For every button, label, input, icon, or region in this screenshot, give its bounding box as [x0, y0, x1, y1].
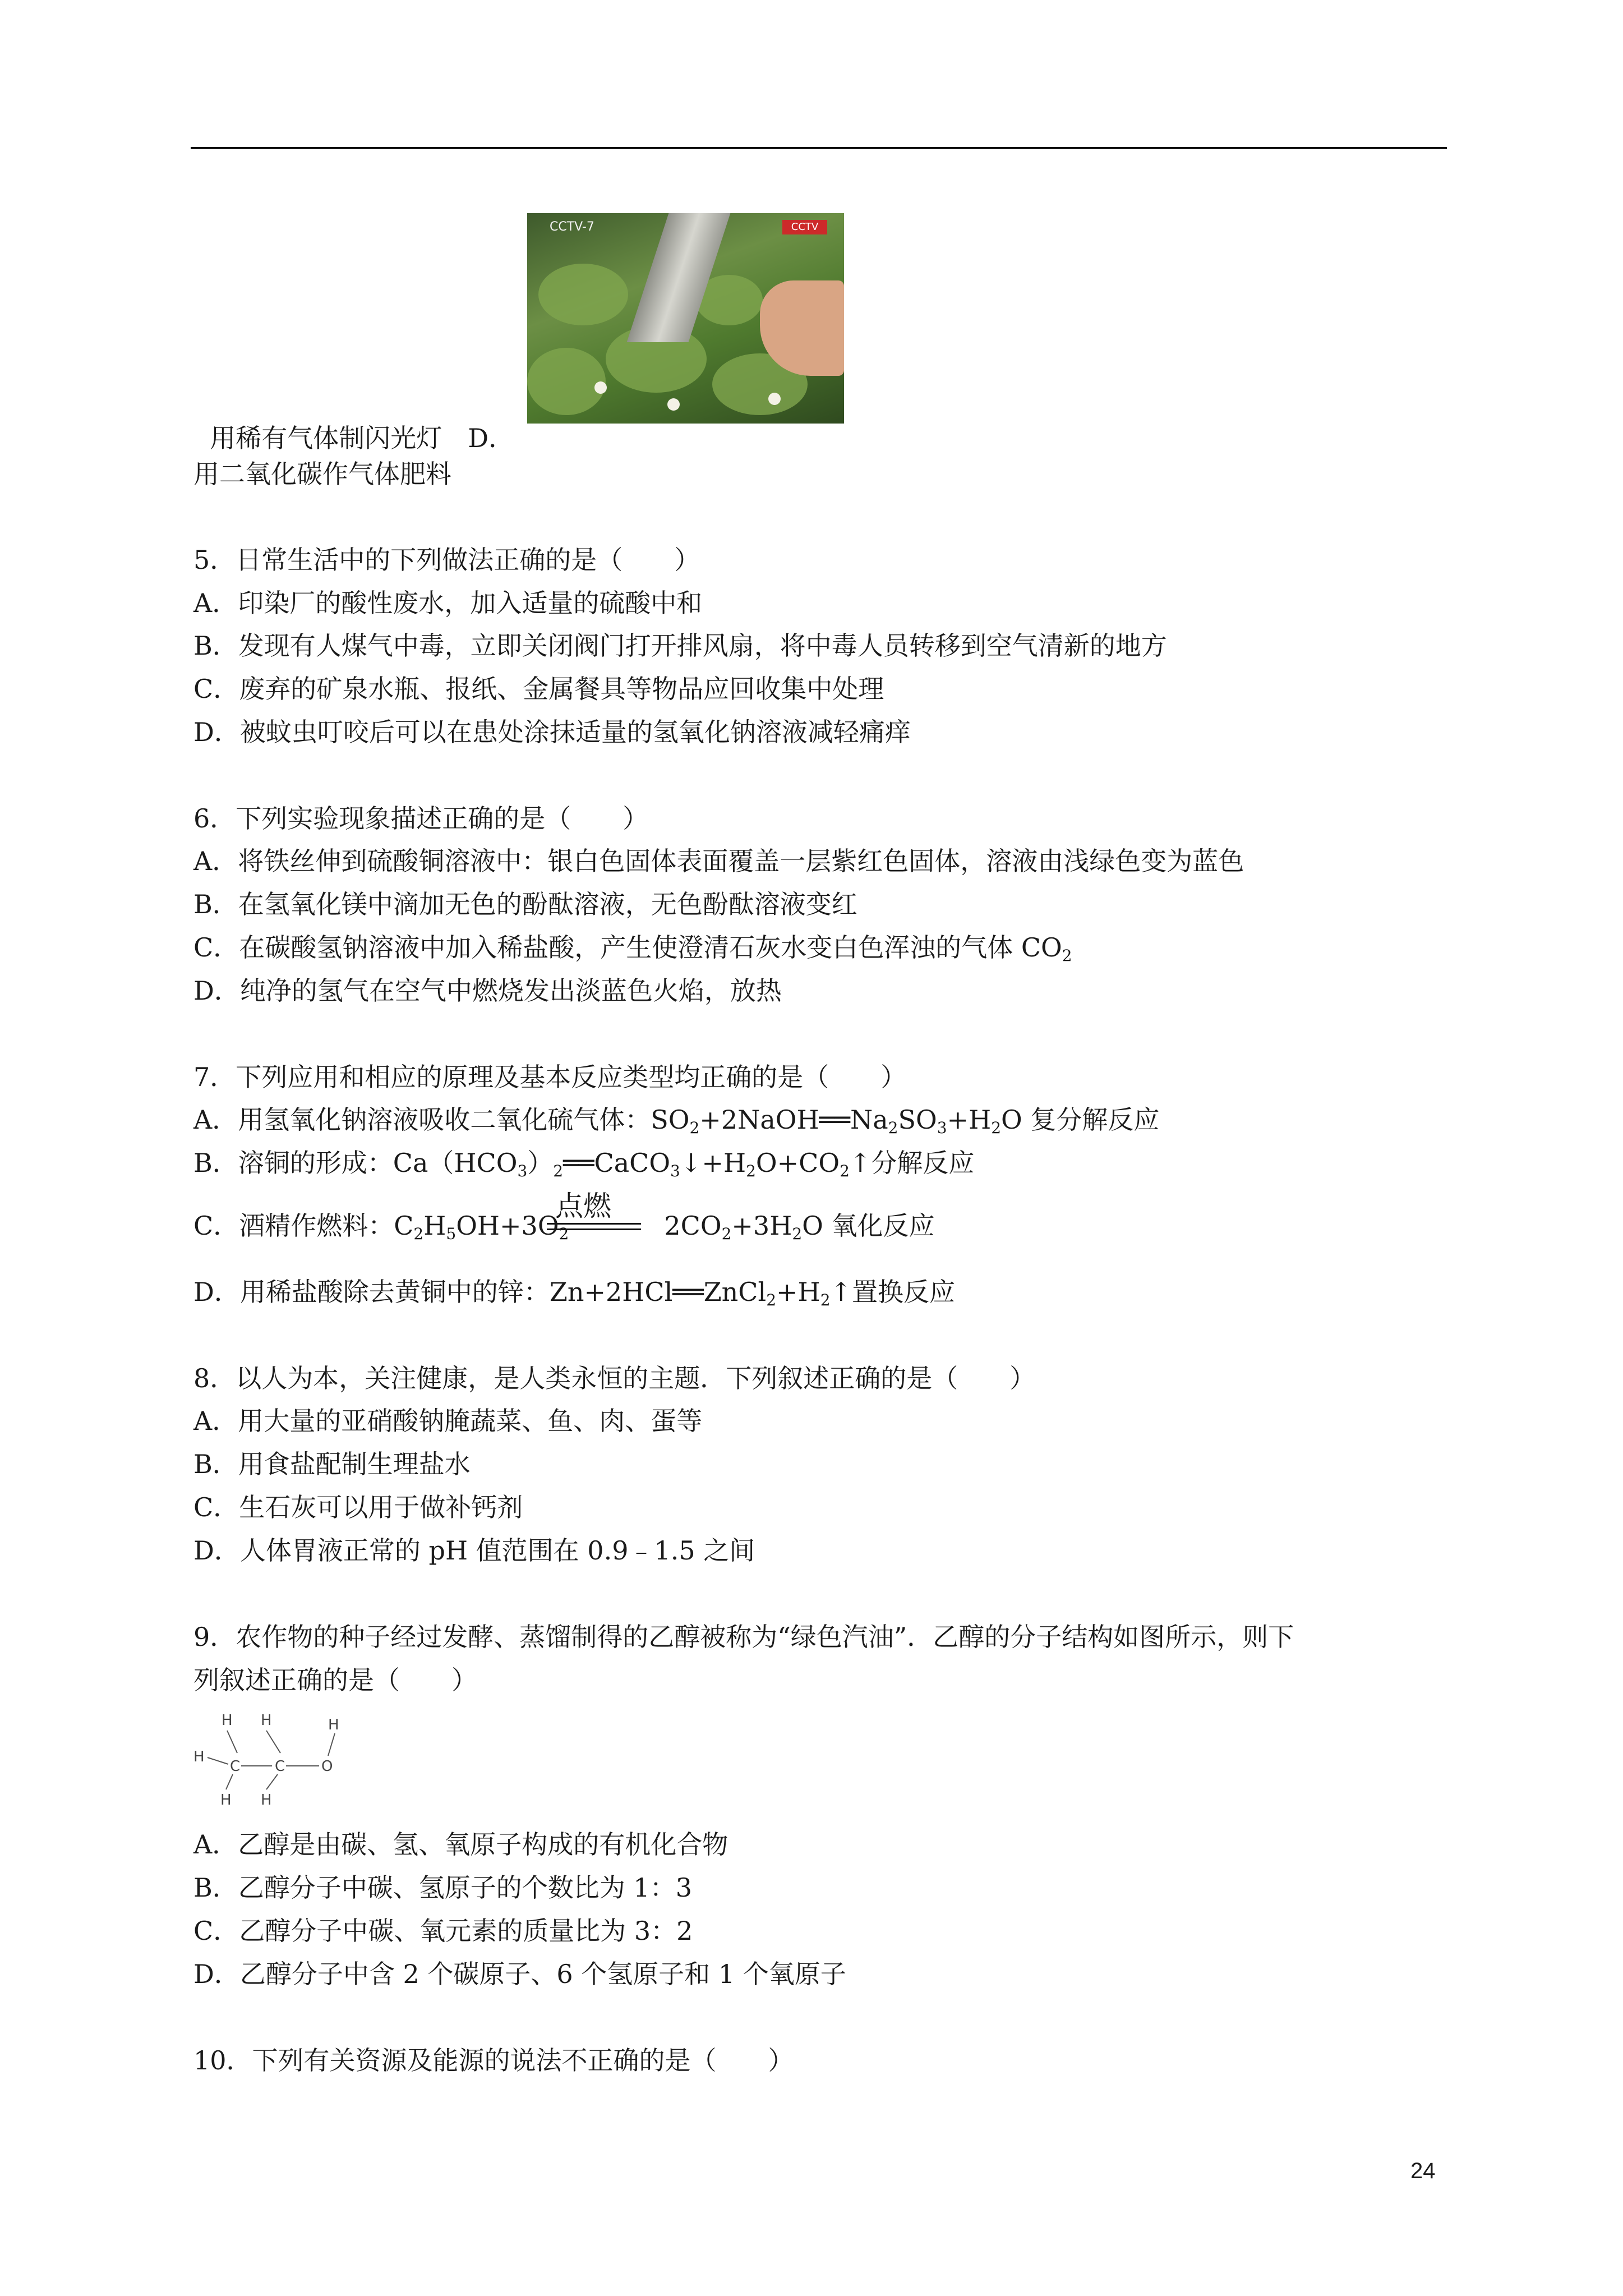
atom-o: O [321, 1758, 333, 1775]
q9-stem-line2: 列叙述正确的是（ ） [193, 1665, 477, 1695]
q6-stem: 6．下列实验现象描述正确的是（ ） [193, 803, 649, 834]
strawberry-plant-photo [527, 213, 844, 424]
bond [226, 1774, 233, 1789]
q8-option-a: A．用大量的亚硝酸钠腌蔬菜、鱼、肉、蛋等 [193, 1406, 703, 1436]
q7-stem: 7．下列应用和相应的原理及基本反应类型均正确的是（ ） [193, 1062, 907, 1092]
atom-h: H [222, 1712, 233, 1729]
atom-h: H [328, 1717, 339, 1733]
q5-stem: 5．日常生活中的下列做法正确的是（ ） [193, 545, 700, 575]
tv-badge: CCTV [782, 220, 827, 234]
bond [227, 1731, 237, 1753]
atom-c: C [275, 1758, 285, 1775]
page-number: 24 [1410, 2159, 1436, 2183]
q9-option-d: D．乙醇分子中含 2 个碳原子、6 个氢原子和 1 个氧原子 [193, 1959, 846, 1989]
q7-option-a: A．用氢氧化钠溶液吸收二氧化硫气体：$SO_2+2NaOH══Na_2SO_3+H_2O$ 复分解反应 [193, 1105, 1160, 1137]
bond [266, 1774, 278, 1789]
q6-option-b: B．在氢氧化镁中滴加无色的酚酞溶液，无色酚酞溶液变红 [193, 889, 857, 919]
q6-option-d: D．纯净的氢气在空气中燃烧发出淡蓝色火焰，放热 [193, 976, 782, 1006]
q7-option-c: C．酒精作燃料：$C_2H_5OH+3O_2$ $2CO_2+3H_2O$ 氧化反应 [193, 1211, 935, 1243]
q5-option-a: A．印染厂的酸性废水，加入适量的硫酸中和 [193, 588, 703, 618]
q8-option-d: D．人体胃液正常的 pH 值范围在 0.9﹣1.5 之间 [193, 1535, 755, 1566]
q6-option-c: C．在碳酸氢钠溶液中加入稀盐酸，产生使澄清石灰水变白色浑浊的气体 $CO_2$ [193, 932, 1072, 965]
q9-option-b: B．乙醇分子中碳、氢原子的个数比为 1：3 [193, 1872, 692, 1903]
prev-option-d: 用二氧化碳作气体肥料 [193, 459, 451, 489]
atom-c: C [230, 1758, 241, 1775]
header-rule [191, 147, 1447, 149]
q7-option-b: B．溶铜的形成：$Ca(HCO_3)_2══CaCO_3↓+H_2O+CO_2↑$分解反应 [193, 1148, 975, 1180]
q8-option-c: C．生石灰可以用于做补钙剂 [193, 1492, 523, 1522]
bond [208, 1757, 228, 1764]
q9-option-c: C．乙醇分子中碳、氧元素的质量比为 3：2 [193, 1916, 693, 1946]
atom-h: H [220, 1792, 232, 1809]
bond [266, 1731, 280, 1753]
prev-option-c: 用稀有气体制闪光灯 D． [210, 423, 515, 453]
bond [328, 1733, 335, 1756]
q7-option-d: D．用稀盐酸除去黄铜中的锌：$Zn+2HCl══ZnCl_2+H_2↑$置换反应 [193, 1277, 956, 1309]
q5-option-d: D．被蚊虫叮咬后可以在患处涂抹适量的氢氧化钠溶液减轻痛痒 [193, 717, 911, 747]
q9-stem-line1: 9．农作物的种子经过发酵、蒸馏制得的乙醇被称为“绿色汽油”．乙醇的分子结构如图所示，则下 [193, 1622, 1294, 1652]
q8-stem: 8．以人为本，关注健康，是人类永恒的主题．下列叙述正确的是（ ） [193, 1363, 1036, 1393]
atom-h: H [193, 1749, 205, 1765]
atom-h: H [261, 1712, 272, 1729]
q10-stem: 10．下列有关资源及能源的说法不正确的是（ ） [193, 2045, 794, 2076]
q7-reaction-condition: 点燃 [555, 1190, 611, 1222]
q9-option-a: A．乙醇是由碳、氢、氧原子构成的有机化合物 [193, 1829, 728, 1860]
tv-logo: CCTV-7 [550, 220, 594, 234]
q5-option-c: C．废弃的矿泉水瓶、报纸、金属餐具等物品应回收集中处理 [193, 674, 884, 704]
q6-option-a: A．将铁丝伸到硫酸铜溶液中：银白色固体表面覆盖一层紫红色固体，溶液由浅绿色变为蓝色 [193, 846, 1244, 876]
q8-option-b: B．用食盐配制生理盐水 [193, 1449, 471, 1479]
atom-h: H [261, 1792, 272, 1809]
q5-option-b: B．发现有人煤气中毒，立即关闭阀门打开排风扇，将中毒人员转移到空气清新的地方 [193, 631, 1167, 661]
ethanol-structure-diagram [193, 1708, 356, 1809]
